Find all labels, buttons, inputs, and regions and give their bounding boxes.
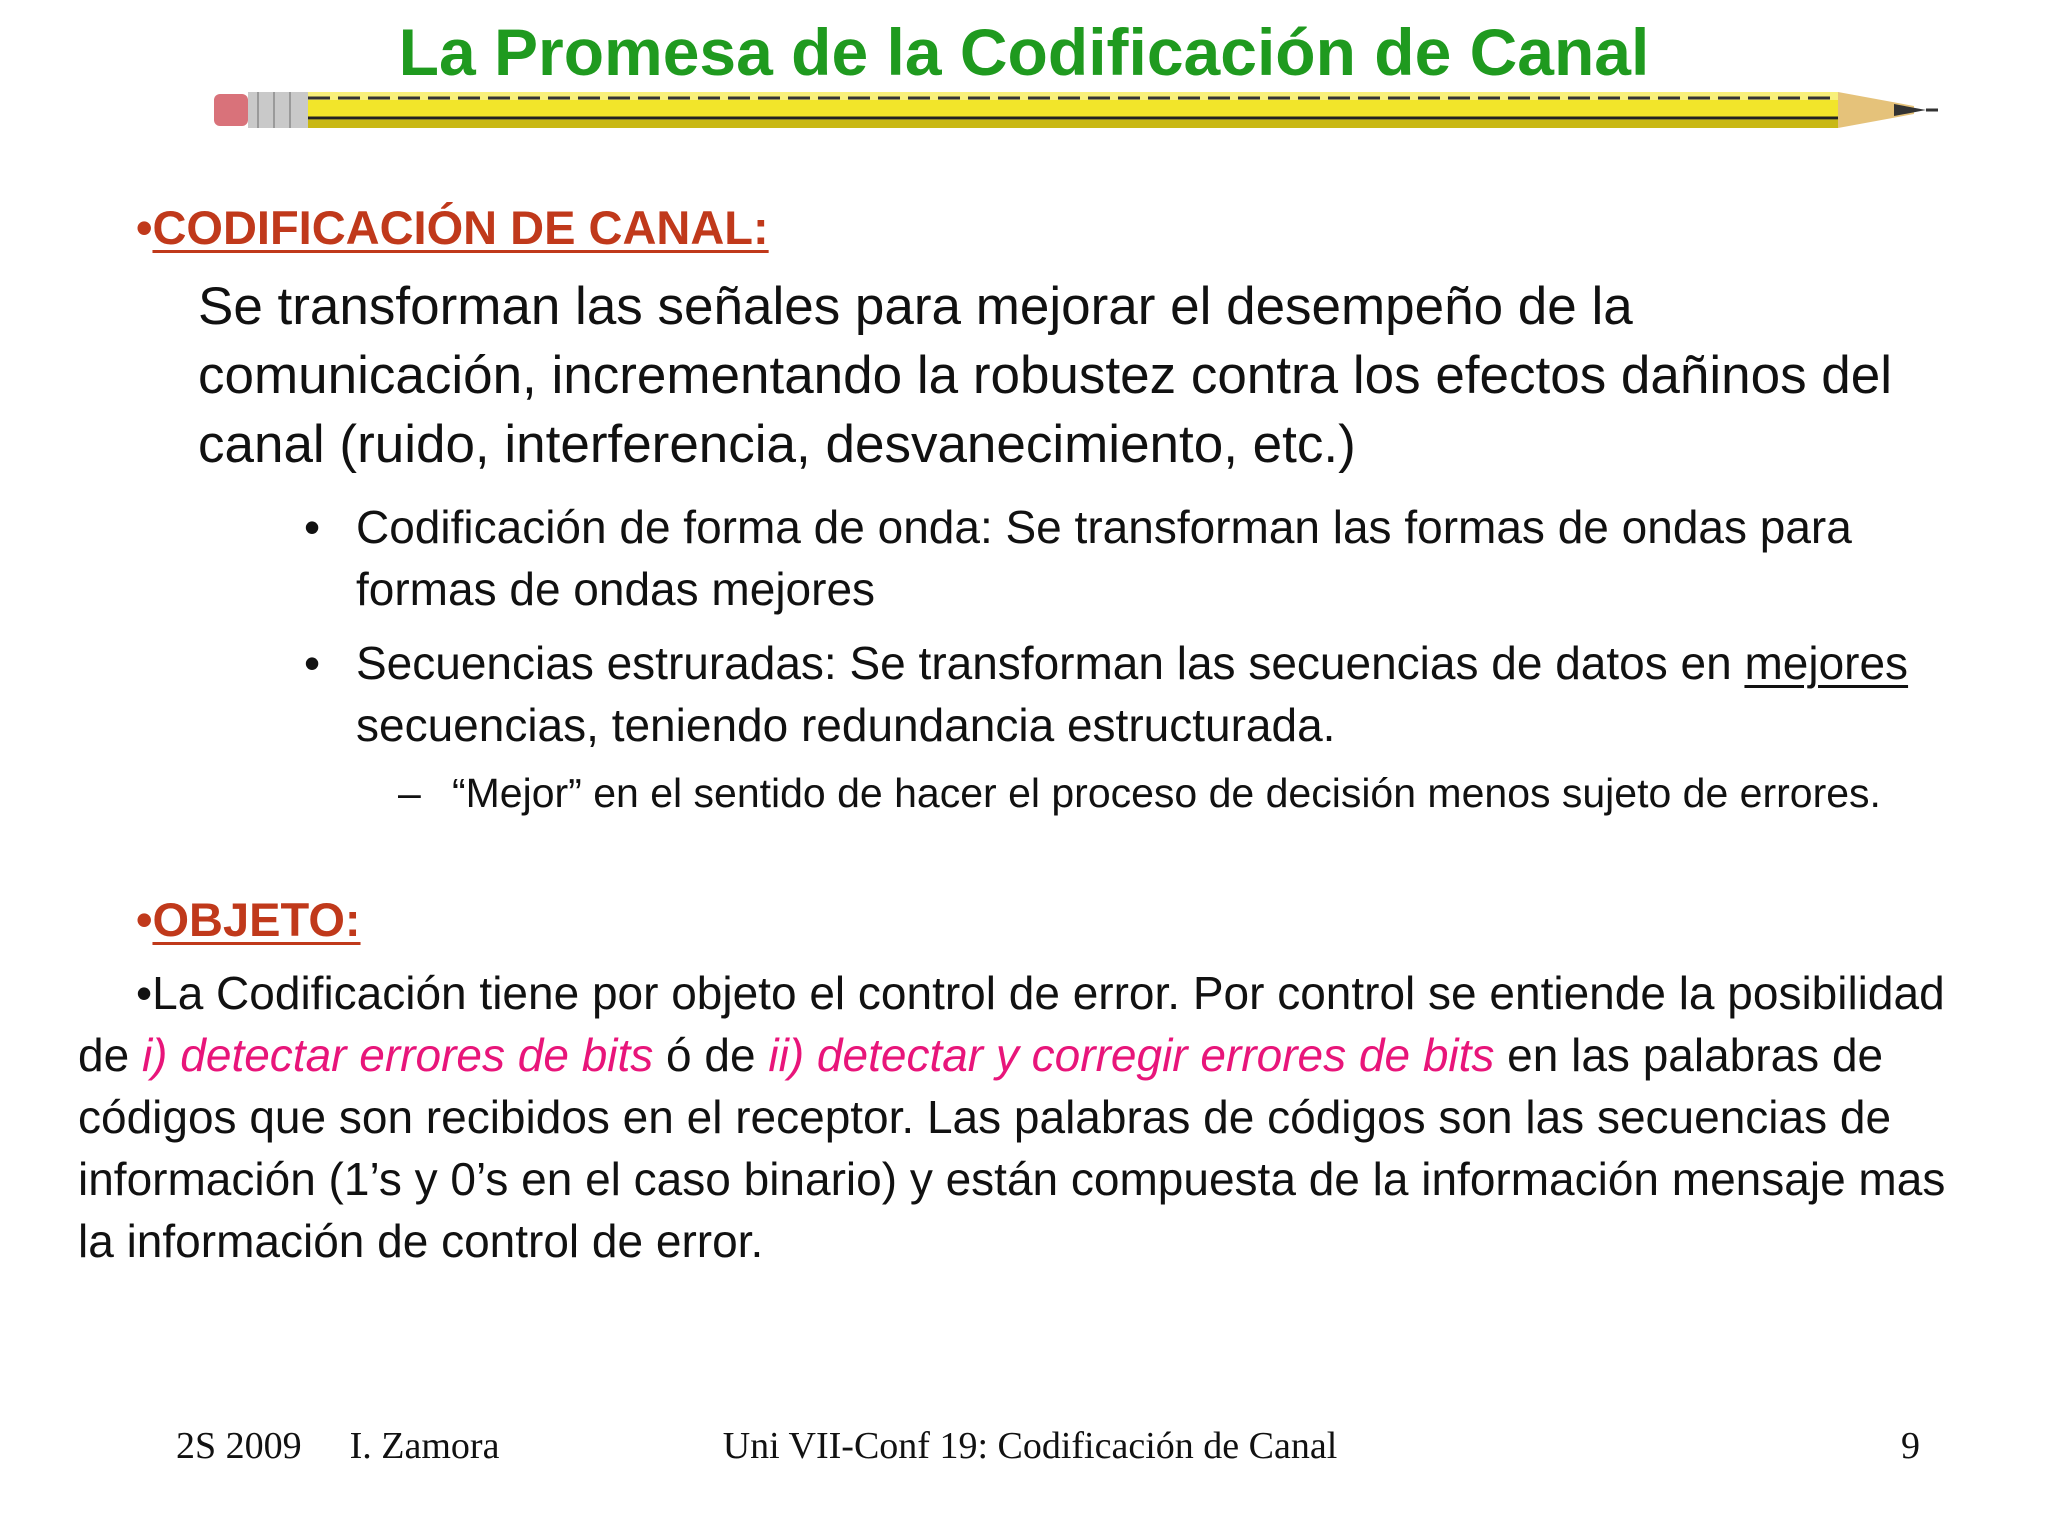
definition-paragraph: Se transforman las señales para mejorar el desempeño de la comunicación, incrementando la robustez contra los efectos dañinos del canal (ruido, interferencia, desvanecimiento, etc.) (198, 277, 1893, 474)
footer-course: Uni VII-Conf 19: Codificación de Canal (722, 1425, 1338, 1467)
highlight-detect-correct: ii) detectar y corregir errores de bits (768, 1029, 1495, 1081)
list-item-text: Codificación de forma de onda: Se transforman las formas de ondas para formas de ondas mejores (356, 501, 1852, 615)
objective-paragraph (78, 962, 1978, 1272)
footer-author: I. Zamora (349, 1425, 500, 1467)
list-item (304, 632, 1984, 756)
bullet-mark: • (304, 501, 321, 553)
section-heading-codificacion (136, 200, 769, 256)
sub-list-item-text: “Mejor” en el sentido de hacer el proceso de decisión menos sujeto de errores. (452, 770, 1881, 816)
list-item (304, 496, 1984, 620)
sub-list-item (398, 766, 1958, 876)
bullet-mark: • (136, 201, 153, 254)
page-number: 9 (1901, 1425, 1920, 1467)
bullet-mark: • (136, 967, 153, 1019)
bullet-mark: • (136, 893, 153, 946)
slide-title: La Promesa de la Codificación de Canal (398, 15, 1650, 89)
bullet-mark: • (304, 637, 321, 689)
text-segment: Secuencias estruradas: Se transforman las secuencias de datos en (356, 637, 1745, 689)
text-segment: ó de (653, 1029, 769, 1081)
underlined-word: mejores (1744, 637, 1909, 689)
text-segment: secuencias, teniendo redundancia estructurada. (356, 699, 1336, 751)
highlight-detect: i) detectar errores de bits (141, 1029, 654, 1081)
footer-semester: 2S 2009 (176, 1425, 302, 1467)
heading-text: OBJETO: (152, 893, 361, 946)
dash-mark: – (398, 770, 421, 816)
heading-text: CODIFICACIÓN DE CANAL: (152, 201, 769, 254)
text-segment: La Codificación tiene por objeto el control de error. Por control se entiende la posibilidad de (78, 967, 1945, 1081)
text-segment: en las palabras de códigos que son recibidos en el receptor. Las palabras de códigos son las secuencias de información (1’s y 0’s en el caso binario) y están compuesta de la información mensaje mas la información de control de error. (78, 1029, 1946, 1267)
footer-left (176, 1422, 499, 1470)
pencil-divider-icon (214, 88, 1960, 132)
section-heading-objeto (136, 892, 361, 948)
list-item-text (356, 632, 1996, 756)
